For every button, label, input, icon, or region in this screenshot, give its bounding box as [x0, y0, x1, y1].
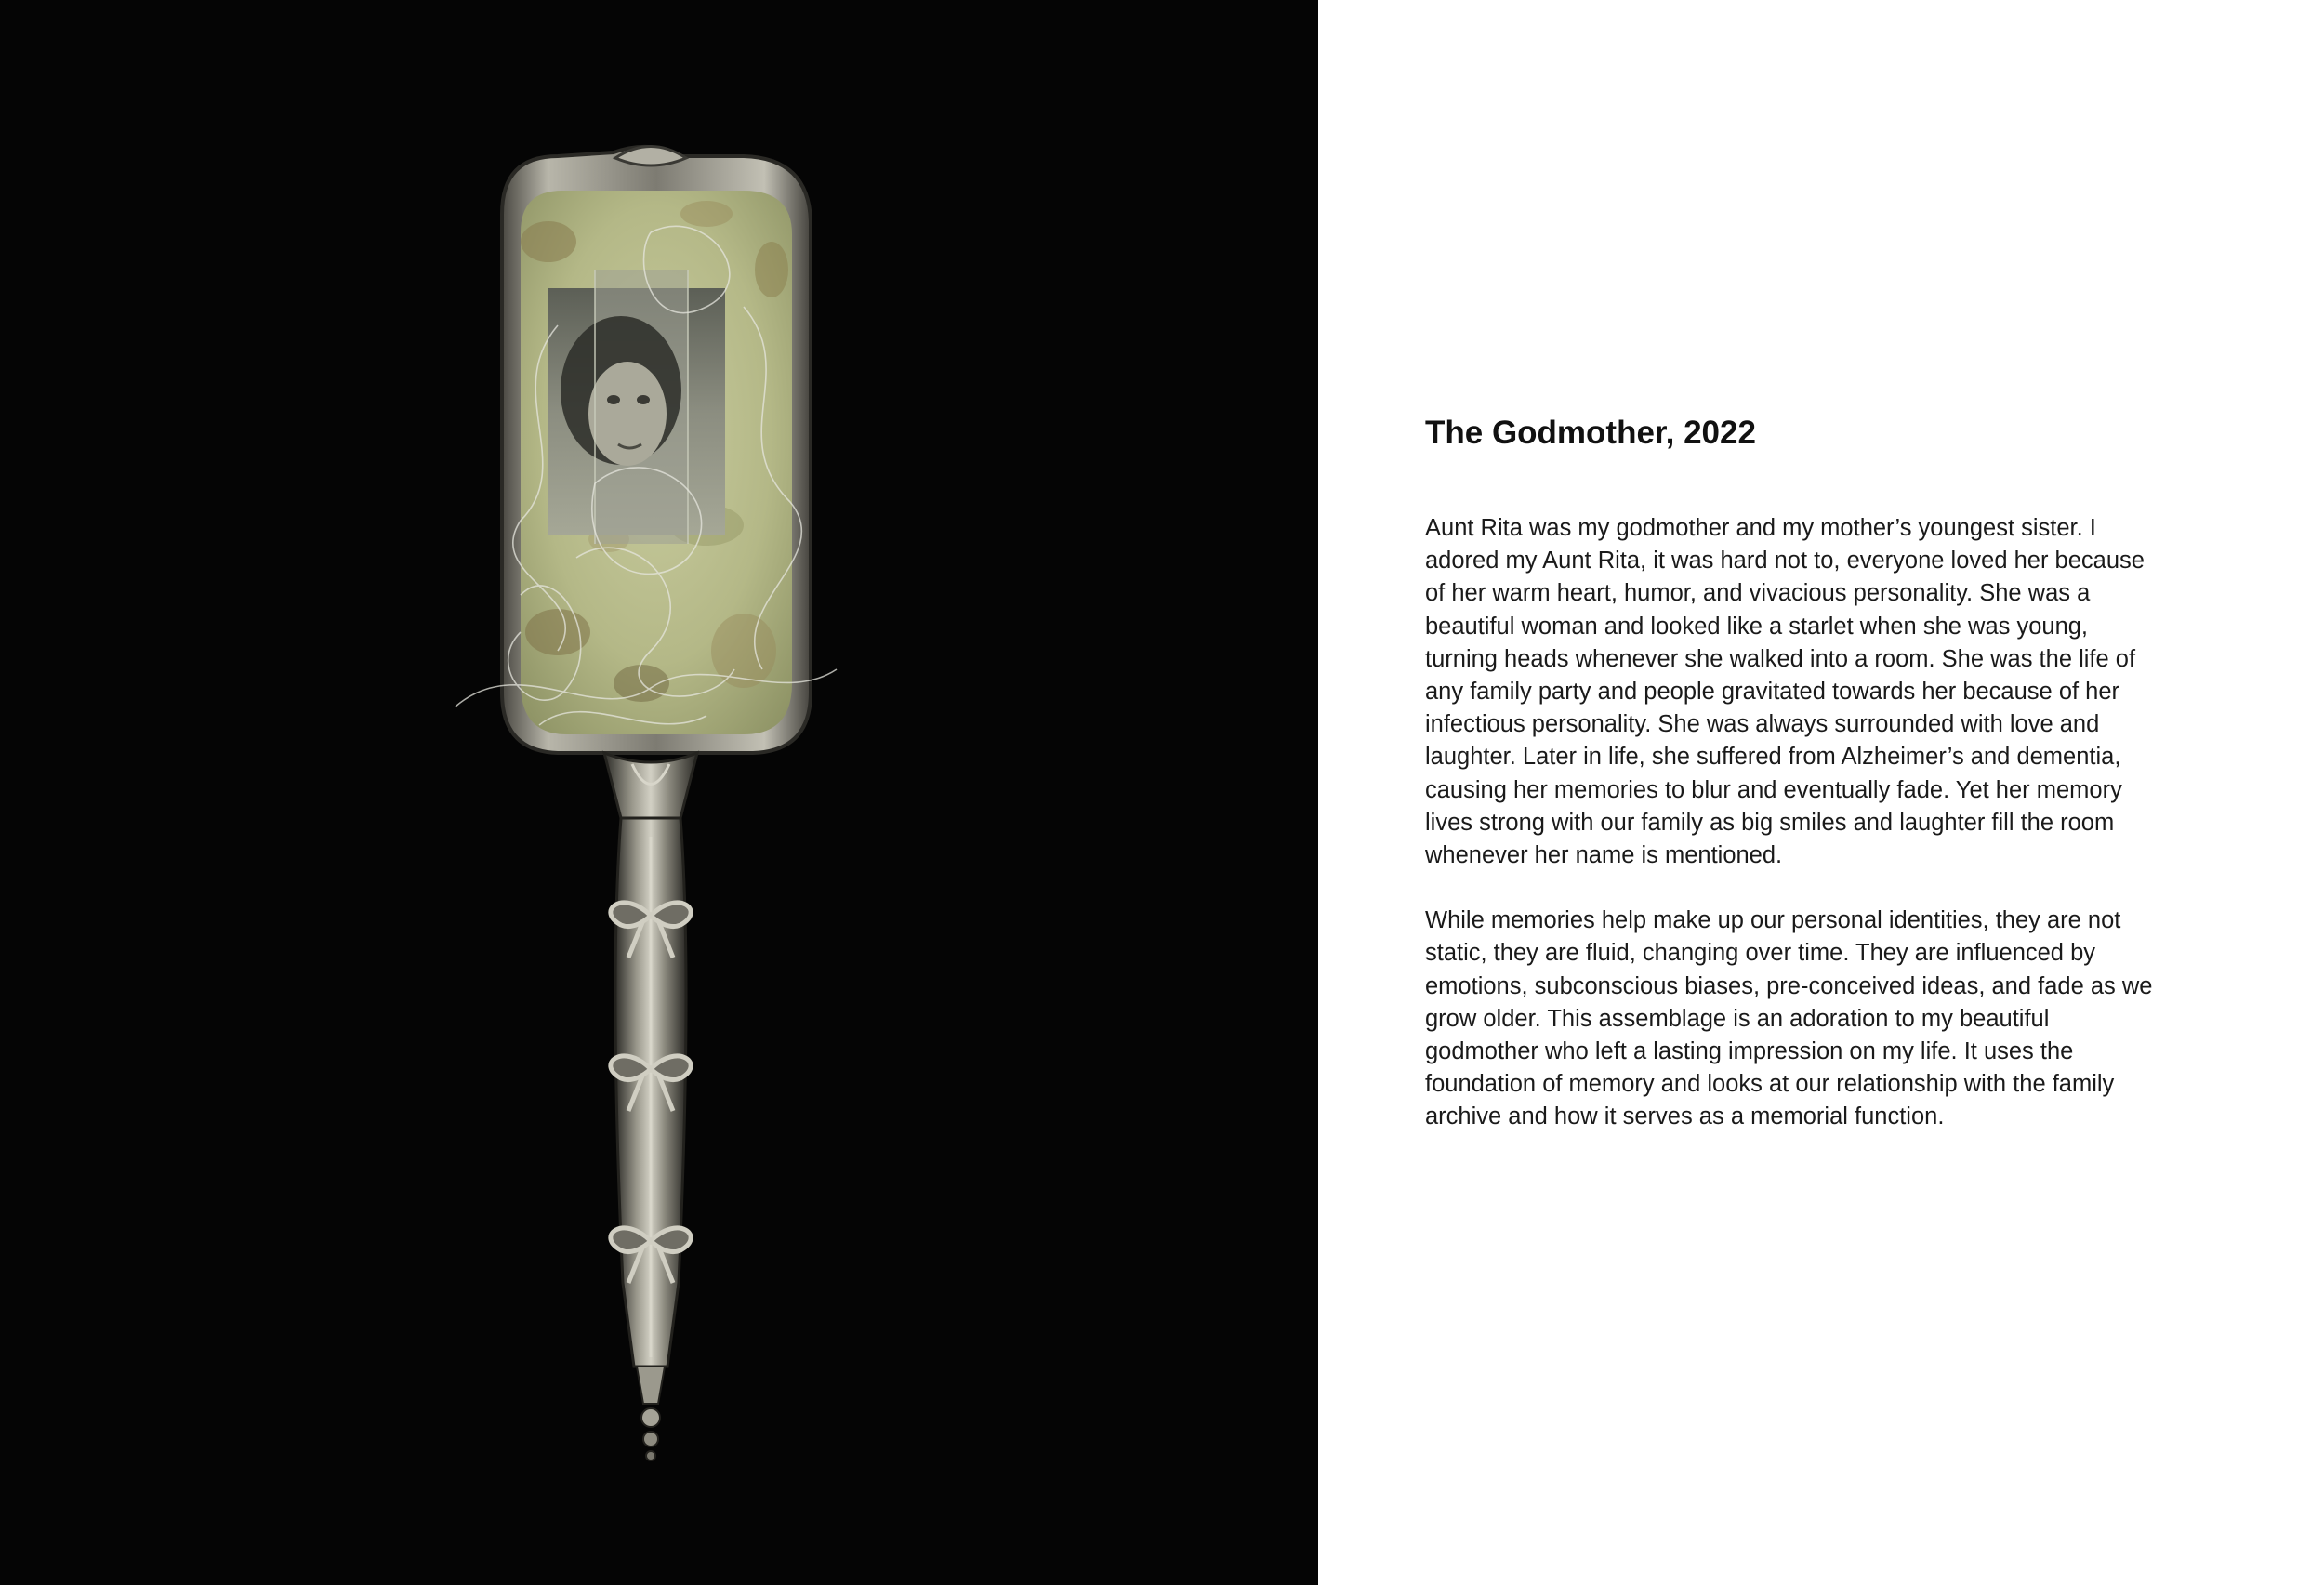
statement-line: beautiful woman and looked like a starlet when she was young, — [1425, 613, 2089, 640]
statement-line: lives strong with our family as big smiles and laughter fill the room — [1425, 809, 2115, 836]
artwork-title: The Godmother, 2022 — [1425, 415, 1756, 451]
statement-line: whenever her name is mentioned. — [1425, 842, 1783, 869]
statement-line: foundation of memory and looks at our relationship with the family — [1425, 1071, 2115, 1098]
statement-line: grow older. This assemblage is an adoration to my beautiful — [1425, 1005, 2050, 1032]
statement-line: archive and how it serves as a memorial function. — [1425, 1103, 1945, 1130]
statement-line: laughter. Later in life, she suffered from Alzheimer’s and dementia, — [1425, 744, 2121, 771]
statement-paragraph-2 — [1425, 905, 2225, 1133]
statement-line: turning heads whenever she walked into a room. She was the life of — [1425, 645, 2136, 672]
statement-paragraph-1 — [1425, 512, 2225, 872]
statement-line: adored my Aunt Rita, it was hard not to, everyone loved her because — [1425, 548, 2145, 575]
statement-line: static, they are fluid, changing over time. They are influenced by — [1425, 940, 2096, 967]
statement-line: of her warm heart, humor, and vivacious personality. She was a — [1425, 580, 2091, 607]
artwork-description-panel — [1318, 0, 2324, 1585]
statement-line: infectious personality. She was always surrounded with love and — [1425, 711, 2100, 738]
statement-line: While memories help make up our personal identities, they are not — [1425, 907, 2121, 934]
statement-line: Aunt Rita was my godmother and my mother’s youngest sister. I — [1425, 515, 2096, 541]
statement-line: emotions, subconscious biases, pre-conceived ideas, and fade as we — [1425, 972, 2153, 999]
statement-line: any family party and people gravitated towards her because of her — [1425, 679, 2120, 706]
artwork-statement — [1425, 512, 2225, 1167]
mirror-neck — [604, 753, 697, 826]
statement-line: godmother who left a lasting impression on my life. It uses the — [1425, 1038, 2074, 1065]
statement-line: causing her memories to blur and eventually fade. Yet her memory — [1425, 776, 2122, 803]
